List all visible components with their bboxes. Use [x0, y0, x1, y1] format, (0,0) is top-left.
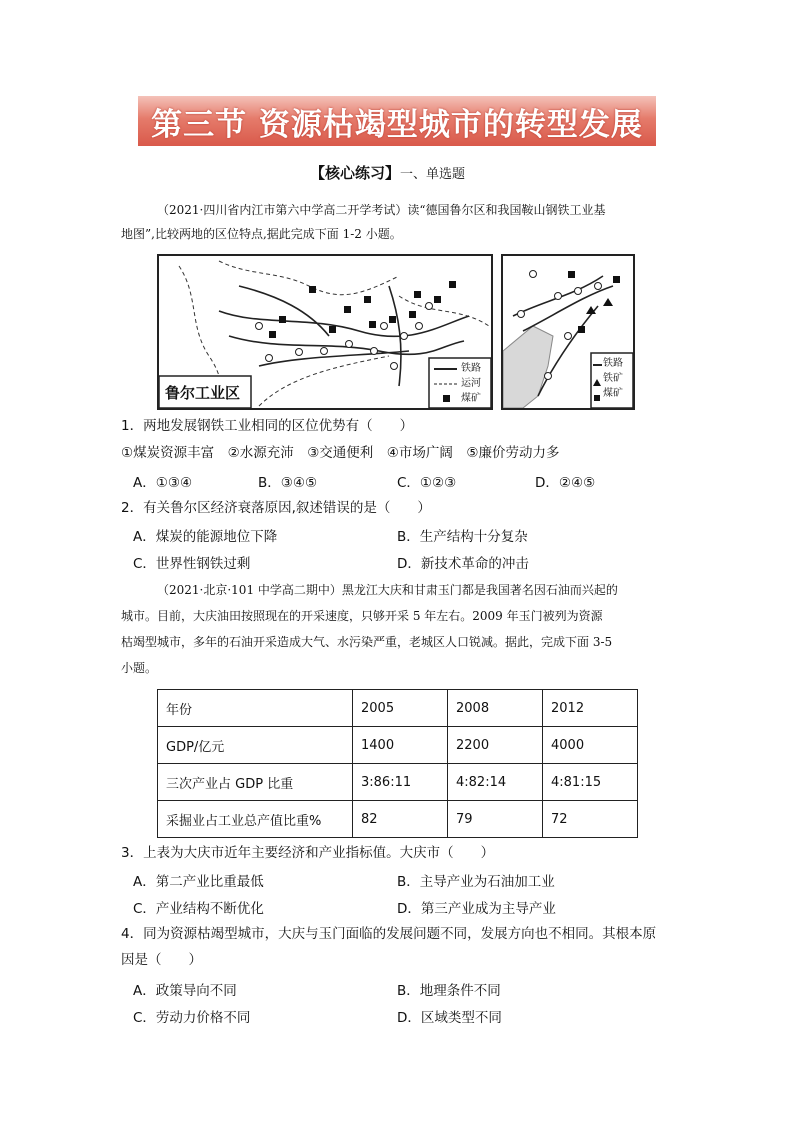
q1-option-b[interactable]: B．③④⑤: [258, 475, 318, 491]
table-cell: 4000: [543, 727, 638, 764]
q4-option-c[interactable]: C．劳动力价格不同: [133, 1010, 251, 1026]
legend-coal: 煤矿: [461, 393, 481, 404]
page-title: 第三节 资源枯竭型城市的转型发展: [151, 106, 643, 143]
intro1-line2: 地图”,比较两地的区位特点,据此完成下面 1-2 小题。: [121, 227, 402, 241]
table-cell: 2012: [543, 690, 638, 727]
legend-railway: 铁路: [603, 358, 623, 369]
q1-option-d[interactable]: D．②④⑤: [535, 475, 596, 491]
section-heading: [310, 162, 465, 183]
q3-option-c[interactable]: C．产业结构不断优化: [133, 901, 264, 917]
intro1-line1: [157, 200, 606, 220]
table-cell: 三次产业占 GDP 比重: [158, 764, 353, 801]
q2-stem: 2．有关鲁尔区经济衰落原因,叙述错误的是（ ）: [121, 500, 431, 516]
daqing-table: [157, 689, 638, 838]
ruhr-map: [157, 254, 493, 410]
q3-option-b[interactable]: B．主导产业为石油加工业: [397, 874, 555, 890]
table-row: [158, 801, 638, 838]
intro2-line4: 小题。: [121, 661, 158, 675]
q2-option-c[interactable]: C．世界性钢铁过剩: [133, 556, 251, 572]
q3-stem: 3．上表为大庆市近年主要经济和产业指标值。大庆市（ ）: [121, 845, 495, 861]
q1-stem: 1．两地发展钢铁工业相同的区位优势有（ ）: [121, 418, 414, 434]
q2-option-d[interactable]: D．新技术革命的冲击: [397, 556, 529, 572]
intro2-line2: 城市。目前，大庆油田按照现在的开采速度，只够开采 5 年左右。2009 年玉门被列为资源: [121, 609, 603, 623]
table-cell: 4:81:15: [543, 764, 638, 801]
table-header-row: [158, 690, 638, 727]
q1-option-c[interactable]: C．①②③: [397, 475, 457, 491]
title-banner: [138, 96, 656, 146]
intro2-line1: （2021·北京·101 中学高二期中）黑龙江大庆和甘肃玉门都是我国著名因石油而兴起的: [157, 583, 618, 597]
q4-stem-line1: 4．同为资源枯竭型城市，大庆与玉门面临的发展问题不同，发展方向也不相同。其根本原: [121, 926, 657, 942]
anshan-legend: [603, 356, 623, 401]
intro1-text: 读“德国鲁尔区和我国鞍山钢铁工业基: [407, 203, 606, 217]
table-cell: GDP/亿元: [158, 727, 353, 764]
q1-items: ①煤炭资源丰富 ②水源充沛 ③交通便利 ④市场广阔 ⑤廉价劳动力多: [121, 445, 560, 461]
q2-option-a[interactable]: A．煤炭的能源地位下降: [133, 529, 278, 545]
intro2-line3: 枯竭型城市，多年的石油开采造成大气、水污染严重，老城区人口锐减。据此，完成下面 3-5: [121, 635, 613, 649]
table-cell: 年份: [158, 690, 353, 727]
table-cell: 2200: [448, 727, 543, 764]
ruhr-map-label: 鲁尔工业区: [165, 384, 241, 402]
intro1-source: （2021·四川省内江市第六中学高二开学考试）: [157, 203, 408, 217]
table-cell: 2008: [448, 690, 543, 727]
table-cell: 采掘业占工业总产值比重%: [158, 801, 353, 838]
table-row: [158, 727, 638, 764]
table-cell: 79: [448, 801, 543, 838]
q3-option-a[interactable]: A．第二产业比重最低: [133, 874, 264, 890]
legend-coal: 煤矿: [603, 388, 623, 399]
ruhr-legend: [461, 361, 481, 406]
q2-option-b[interactable]: B．生产结构十分复杂: [397, 529, 528, 545]
table-row: [158, 764, 638, 801]
legend-railway: 铁路: [461, 363, 481, 374]
table-cell: 4:82:14: [448, 764, 543, 801]
table-cell: 3:86:11: [353, 764, 448, 801]
table-cell: 1400: [353, 727, 448, 764]
legend-iron: 铁矿: [603, 373, 623, 384]
anshan-map: [501, 254, 635, 410]
section-type: 一、单选题: [400, 167, 466, 182]
table-cell: 82: [353, 801, 448, 838]
section-bracket: 【核心练习】: [310, 164, 401, 182]
q4-option-a[interactable]: A．政策导向不同: [133, 983, 237, 999]
q4-option-b[interactable]: B．地理条件不同: [397, 983, 501, 999]
q4-option-d[interactable]: D．区域类型不同: [397, 1010, 502, 1026]
q4-stem-line2: 因是（ ）: [121, 952, 202, 968]
legend-canal: 运河: [461, 378, 481, 389]
q3-option-d[interactable]: D．第三产业成为主导产业: [397, 901, 556, 917]
table-cell: 2005: [353, 690, 448, 727]
q1-option-a[interactable]: A．①③④: [133, 475, 193, 491]
table-cell: 72: [543, 801, 638, 838]
